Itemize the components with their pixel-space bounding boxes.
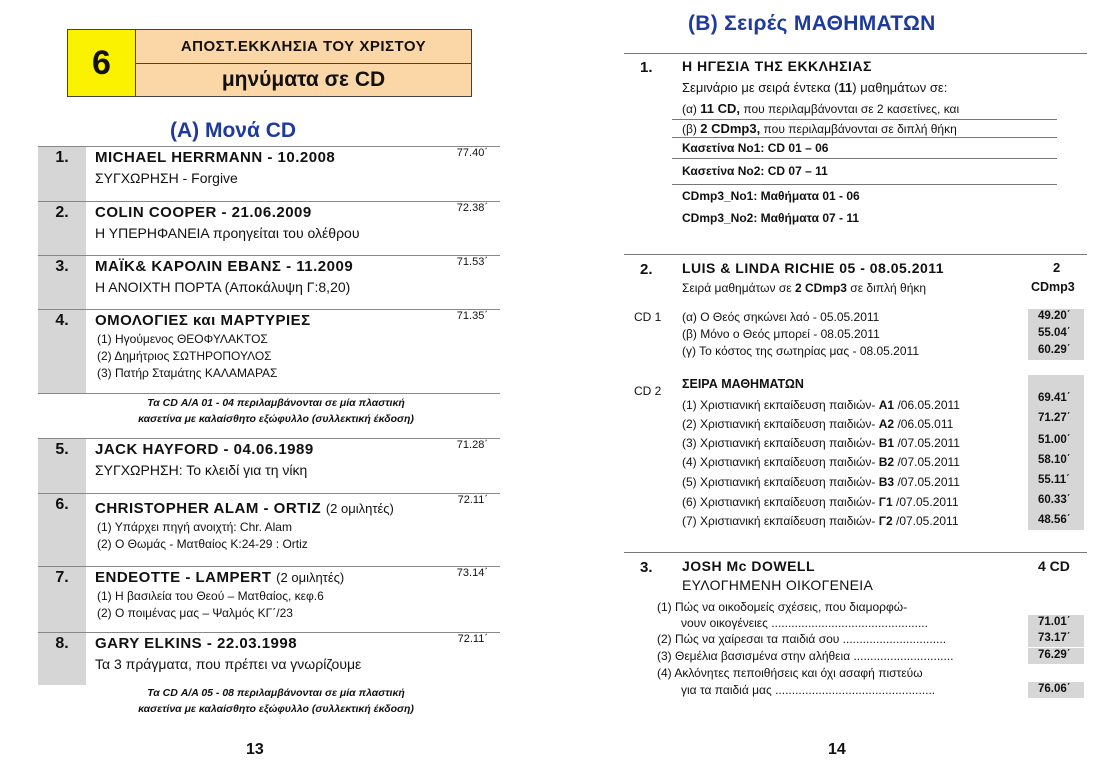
text-bold: 2 CDmp3, xyxy=(700,121,761,136)
text-bold: 11 xyxy=(838,80,853,95)
s3-duration-1: 71.01΄ xyxy=(1038,616,1071,628)
cd2-item xyxy=(682,514,959,528)
s3-duration-2: 73.17΄ xyxy=(1038,632,1071,644)
text: Χριστιανική εκπαίδευση παιδιών- xyxy=(700,436,876,450)
item-line: (1) Ηγούμενος ΘΕΟΦΥΛΑΚΤΟΣ xyxy=(97,332,268,346)
collection-note-1 xyxy=(86,395,466,427)
item-number: 2. xyxy=(38,202,86,255)
s3-item-4: (4) Ακλόνητες πεποιθήσεις και όχι ασαφή πιστεύω xyxy=(657,666,923,680)
item-title: JACK HAYFORD - 04.06.1989 xyxy=(95,441,314,458)
cassette-2: Κασετίνα Νο2: CD 07 – 11 xyxy=(682,164,828,178)
item-title: MICHAEL HERRMANN - 10.2008 xyxy=(95,149,336,166)
cd2-duration: 51.00΄ xyxy=(1038,434,1071,446)
item-subtitle: ΣΥΓΧΩΡΗΣΗ: Το κλειδί για τη νίκη xyxy=(95,462,308,478)
series-3-title: JOSH Mc DOWELL xyxy=(682,558,816,574)
s3-item-3: (3) Θεμέλια βασισμένα στην αλήθεια .............................. xyxy=(657,649,954,663)
item-title: COLIN COOPER - 21.06.2009 xyxy=(95,204,312,221)
cd2-item xyxy=(682,455,960,469)
series-header-box xyxy=(67,29,472,97)
text: /07.05.2011 xyxy=(892,495,959,509)
item-number: 6. xyxy=(38,494,86,566)
cd2-duration: 71.27΄ xyxy=(1038,412,1071,424)
series-3-subtitle: ΕΥΛΟΓΗΜΕΝΗ ΟΙΚΟΓΕΝΕΙΑ xyxy=(682,577,874,593)
cd1-item: (β) Μόνο ο Θεός μπορεί - 08.05.2011 xyxy=(682,327,880,341)
text: (1) xyxy=(682,398,700,412)
item-duration: 71.35΄ xyxy=(456,310,488,322)
text: (β) xyxy=(682,122,701,136)
item-number: 3. xyxy=(38,256,86,309)
cd-item-8 xyxy=(38,632,500,685)
series-subtitle: μηνύματα σε CD xyxy=(136,64,471,96)
cd-item-6 xyxy=(38,493,500,566)
item-subtitle: Η ΥΠΕΡΗΦΑΝΕΙΑ προηγείται του ολέθρου xyxy=(95,225,360,241)
note-line: κασετίνα με καλαίσθητο εξώφυλλο (συλλεκτική έκδοση) xyxy=(138,703,414,715)
cassette-1: Κασετίνα Νο1: CD 01 – 06 xyxy=(682,141,829,155)
cd2-duration: 58.10΄ xyxy=(1038,454,1071,466)
text: (2) xyxy=(682,417,700,431)
divider xyxy=(624,254,1087,255)
series-1-number: 1. xyxy=(640,59,653,76)
item-line: (1) Υπάρχει πηγή ανοιχτή: Chr. Alam xyxy=(97,520,292,534)
cd2-duration: 48.56΄ xyxy=(1038,514,1071,526)
cd2-item xyxy=(682,436,960,450)
text: (6) xyxy=(682,495,700,509)
cd2-duration: 60.33΄ xyxy=(1038,494,1071,506)
cd-item-3 xyxy=(38,255,500,309)
cd-item-5 xyxy=(38,438,500,493)
cd2-item xyxy=(682,495,959,509)
series-2-count: 2 xyxy=(1053,260,1061,275)
item-title-text: ENDEOTTE - LAMPERT xyxy=(95,569,272,586)
divider xyxy=(624,552,1087,553)
item-duration: 72.11΄ xyxy=(457,633,488,645)
code: Α2 xyxy=(878,417,895,431)
series-1-option-a xyxy=(682,101,959,116)
divider xyxy=(624,53,1087,54)
cd2-item xyxy=(682,475,960,489)
item-title-text: CHRISTOPHER ALAM - ORTIZ xyxy=(95,500,322,517)
series-1-option-b xyxy=(682,121,957,136)
item-title: GARY ELKINS - 22.03.1998 xyxy=(95,635,298,652)
speakers-note: (2 ομιλητές) xyxy=(325,501,394,516)
note-line: Τα CD Α/Α 01 - 04 περιλαμβάνονται σε μία πλαστική xyxy=(147,397,405,409)
item-line: (2) Ο Θωμάς - Ματθαίος Κ:24-29 : Ortiz xyxy=(97,537,308,551)
s3-duration-4: 76.06΄ xyxy=(1038,683,1071,695)
text: Χριστιανική εκπαίδευση παιδιών- xyxy=(700,495,876,509)
item-line: (3) Πατήρ Σταμάτης ΚΑΛΑΜΑΡΑΣ xyxy=(97,366,278,380)
cd-item-1 xyxy=(38,146,500,201)
note-line: Τα CD Α/Α 05 - 08 περιλαμβάνονται σε μία πλαστική xyxy=(147,687,405,699)
item-duration: 73.14΄ xyxy=(456,567,488,579)
item-duration: 71.28΄ xyxy=(456,439,488,451)
text: /07.05.2011 xyxy=(892,514,959,528)
item-line: (1) Η βασιλεία του Θεού – Ματθαίος, κεφ.6 xyxy=(97,589,324,603)
s3-item-1: (1) Πώς να οικοδομείς σχέσεις, που διαμορφώ- xyxy=(657,600,908,614)
item-subtitle: ΣΥΓΧΩΡΗΣΗ - Forgive xyxy=(95,170,238,186)
code: Γ1 xyxy=(878,495,893,509)
page-number-right: 14 xyxy=(828,741,846,758)
item-line: (2) Ο ποιμένας μας – Ψαλμός ΚΓ΄/23 xyxy=(97,606,293,620)
text: Σεμινάριο με σειρά έντεκα ( xyxy=(682,80,839,95)
item-duration: 77.40΄ xyxy=(456,147,488,159)
series-2-title: LUIS & LINDA RICHIE 05 - 08.05.2011 xyxy=(682,260,945,276)
item-subtitle: Τα 3 πράγματα, που πρέπει να γνωρίζουμε xyxy=(95,656,362,672)
item-title xyxy=(95,568,440,588)
text: Χριστιανική εκπαίδευση παιδιών- xyxy=(700,417,876,431)
section-b-title: (B) Σειρές ΜΑΘΗΜΑΤΩΝ xyxy=(688,12,936,35)
item-title xyxy=(95,499,442,519)
item-number: 1. xyxy=(38,147,86,201)
text: Χριστιανική εκπαίδευση παιδιών- xyxy=(700,398,876,412)
speakers-note: (2 ομιλητές) xyxy=(276,570,345,585)
divider xyxy=(672,119,1057,120)
cdmp3-1: CDmp3_No1: Μαθήματα 01 - 06 xyxy=(682,189,860,203)
item-duration: 72.11΄ xyxy=(457,494,488,506)
text-bold: 11 CD, xyxy=(700,101,741,116)
code: Γ2 xyxy=(878,514,893,528)
section-a-title: (A) Μονά CD xyxy=(170,119,297,142)
cd2-title: ΣΕΙΡΑ ΜΑΘΗΜΑΤΩΝ xyxy=(682,377,804,391)
cd1-item: (γ) Το κόστος της σωτηρίας μας - 08.05.2011 xyxy=(682,344,919,358)
cd2-duration: 69.41΄ xyxy=(1038,392,1071,404)
s3-item-1-cont: νουν οικογένειες ............................................... xyxy=(681,616,928,630)
series-1-title: Η ΗΓΕΣΙΑ ΤΗΣ ΕΚΚΛΗΣΙΑΣ xyxy=(682,58,872,74)
text: (4) xyxy=(682,455,700,469)
item-number: 5. xyxy=(38,439,86,493)
divider xyxy=(38,393,500,394)
text: /07.05.2011 xyxy=(894,455,960,469)
series-number: 6 xyxy=(68,30,136,96)
cd1-label: CD 1 xyxy=(634,310,662,324)
series-2-desc xyxy=(682,281,926,295)
item-number: 8. xyxy=(38,633,86,685)
item-title: ΜΑΪΚ& ΚΑΡΟΛΙΝ ΕΒΑΝΣ - 11.2009 xyxy=(95,258,354,275)
page-number-left: 13 xyxy=(246,741,264,758)
text: Χριστιανική εκπαίδευση παιδιών- xyxy=(700,514,876,528)
item-duration: 72.38΄ xyxy=(456,202,488,214)
cd2-duration: 55.11΄ xyxy=(1038,474,1070,486)
text: (3) xyxy=(682,436,700,450)
s3-item-4-cont: για τα παιδιά μας ................................................ xyxy=(681,683,936,697)
series-title: ΑΠΟΣΤ.ΕΚΚΛΗΣΙΑ ΤΟΥ ΧΡΙΣΤΟΥ xyxy=(136,30,471,64)
text: /07.05.2011 xyxy=(894,436,960,450)
item-title: ΟΜΟΛΟΓΙΕΣ και ΜΑΡΤΥΡΙΕΣ xyxy=(95,312,311,329)
series-2-format: CDmp3 xyxy=(1031,280,1075,294)
cd1-item: (α) Ο Θεός σηκώνει λαό - 05.05.2011 xyxy=(682,310,880,324)
divider xyxy=(672,158,1057,159)
text: (7) xyxy=(682,514,700,528)
text: που περιλαμβάνονται σε διπλή θήκη xyxy=(760,122,957,136)
cd-item-2 xyxy=(38,201,500,255)
item-line: (2) Δημήτριος ΣΩΤΗΡΟΠΟΥΛΟΣ xyxy=(97,349,272,363)
cd-item-4 xyxy=(38,309,500,393)
s3-item-2: (2) Πώς να χαίρεσαι τα παιδιά σου ............................... xyxy=(657,632,947,646)
s3-duration-3: 76.29΄ xyxy=(1038,649,1071,661)
text: /06.05.2011 xyxy=(894,398,960,412)
code: Β3 xyxy=(878,475,895,489)
text: /07.05.2011 xyxy=(894,475,960,489)
cd2-label: CD 2 xyxy=(634,384,662,398)
item-duration: 71.53΄ xyxy=(456,256,488,268)
cd1-duration: 55.04΄ xyxy=(1038,327,1071,339)
code: Α1 xyxy=(878,398,895,412)
divider xyxy=(672,137,1057,138)
text: σε διπλή θήκη xyxy=(846,281,927,295)
text-bold: 2 CDmp3 xyxy=(794,281,847,295)
note-line: κασετίνα με καλαίσθητο εξώφυλλο (συλλεκτική έκδοση) xyxy=(138,413,414,425)
text: /06.05.011 xyxy=(894,417,954,431)
code: Β2 xyxy=(878,455,895,469)
item-number: 7. xyxy=(38,567,86,632)
item-subtitle: Η ΑΝΟΙΧΤΗ ΠΟΡΤΑ (Αποκάλυψη Γ:8,20) xyxy=(95,279,351,295)
cd1-duration: 60.29΄ xyxy=(1038,344,1071,356)
cdmp3-2: CDmp3_No2: Μαθήματα 07 - 11 xyxy=(682,211,860,225)
cd2-item xyxy=(682,398,960,412)
text: (5) xyxy=(682,475,700,489)
item-number: 4. xyxy=(38,310,86,393)
text: ) μαθημάτων σε: xyxy=(852,80,948,95)
cd-item-7 xyxy=(38,566,500,632)
series-1-desc xyxy=(682,80,947,95)
text: (α) xyxy=(682,102,701,116)
series-3-format: 4 CD xyxy=(1038,558,1070,574)
code: Β1 xyxy=(878,436,895,450)
collection-note-2 xyxy=(86,685,466,717)
text: που περιλαμβάνονται σε 2 κασετίνες, και xyxy=(740,102,960,116)
cd1-duration: 49.20΄ xyxy=(1038,310,1071,322)
text: Χριστιανική εκπαίδευση παιδιών- xyxy=(700,475,876,489)
series-2-number: 2. xyxy=(640,261,653,278)
text: Χριστιανική εκπαίδευση παιδιών- xyxy=(700,455,876,469)
series-3-number: 3. xyxy=(640,559,653,576)
text: Σειρά μαθημάτων σε xyxy=(682,281,795,295)
divider xyxy=(672,184,1057,185)
cd2-item xyxy=(682,417,953,431)
